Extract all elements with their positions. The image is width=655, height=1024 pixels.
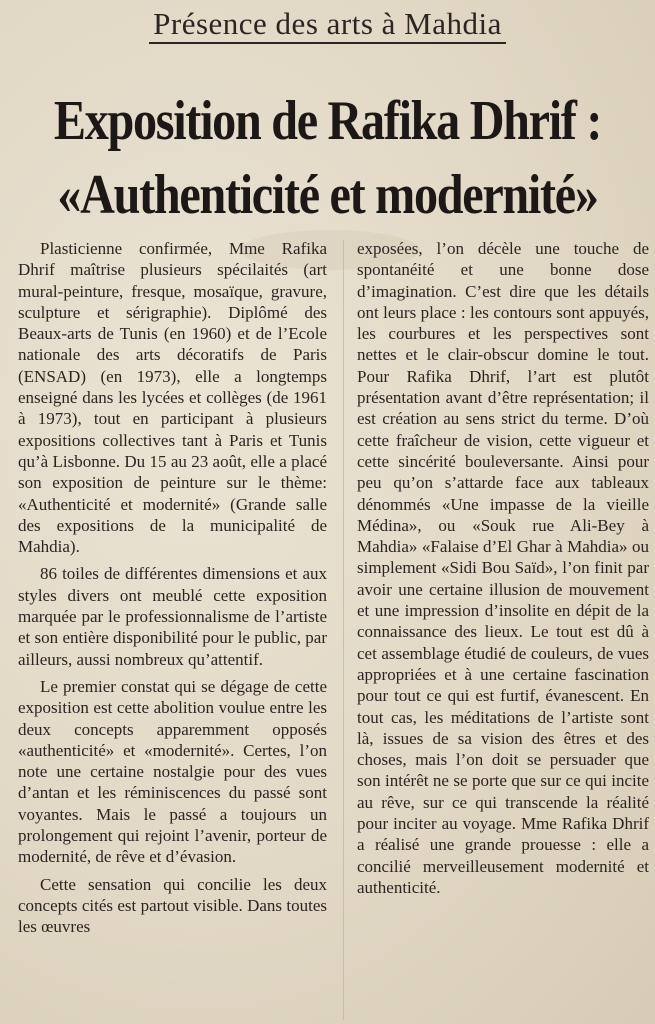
article-column-left bbox=[18, 238, 327, 944]
column-divider bbox=[343, 240, 344, 1020]
article-column-right bbox=[357, 238, 649, 904]
paragraph: Plasticienne confirmée, Mme Rafika Dhrif maîtrise plusieurs spécilaités (art mural-peinture, fresque, mosaïque, gravure, sculpture et sérigraphie). Diplômé des Beaux-arts de Tunis (en 1960) et de l’Ecole nationale des arts décoratifs de Paris (ENSAD) (en 1973), elle a longtemps enseigné dans les lycées et collèges (de 1961 à 1973), tout en participant à plusieurs expositions collectives tant à Paris et Tunis qu’à Lisbonne. Du 15 au 23 août, elle a placé son exposition de peinture sur le thème: «Authenticité et modernité» (Grande salle des expositions de la municipalité de Mahdia). bbox=[18, 239, 327, 557]
paragraph: exposées, l’on décèle une touche de spontanéité et une bonne dose d’imagination. C’est dire que les détails ont leurs place : les contours sont appuyés, les courbures et les perspectives sont nettes et le clair-obscur domine le tout. Pour Rafika Dhrif, l’art est plutôt présentation avant d’être représentation; il est création au sens strict du terme. D’où cette fraîcheur de vision, cette vigueur et cette sincérité bouleversante. Ainsi pour peu qu’on s’attarde face aux tableaux dénommés «Une impasse de la vieille Médina», ou «Souk rue Ali-Bey à Mahdia» «Falaise d’El Ghar à Mahdia» ou simplement «Sidi Bou Saïd», l’on finit par avoir une certaine illusion de mouvement et une impression d’insolite en dépit de la connaissance des lieux. Le tout est dû à cet assemblage étudié de couleurs, de vues appropriées et à une certaine fascination pour tout ce qui est furtif, évanescent. En tout cas, les méditations de l’artiste sont là, issues de sa vision des êtres et des choses, mais l’on doit se persuader que son intérêt ne se porte que sur ce qui incite au rêve, sur ce qui transcende la réalité pour inciter au voyage. Mme Rafika Dhrif a réalisé une grande prouesse : elle a concilié merveilleusement modernité et authenticité. bbox=[357, 239, 649, 897]
paragraph: Le premier constat qui se dégage de cette exposition est cette abolition voulue entre les deux concepts apparemment opposés «authenticité» et «modernité». Certes, l’on note une certaine nostalgie pour des vues d’antan et les réminiscences du passé sont voyantes. Mais le passé a toujours un prolongement qui rejoint l’avenir, porteur de modernité, de rêve et d’évasion. bbox=[18, 676, 327, 867]
paragraph: Cette sensation qui concilie les deux concepts cités est partout visible. Dans toutes les œuvres bbox=[18, 874, 327, 937]
paragraph: 86 toiles de différentes dimensions et aux styles divers ont meublé cette exposition marquée par le professionnalisme de l’artiste et son entière disponibilité pour le public, par ailleurs, aussi nombreux qu’attentif. bbox=[18, 564, 327, 669]
headline-line-2: «Authenticité et modernité» bbox=[57, 164, 598, 226]
article-headline bbox=[46, 84, 609, 232]
section-kicker bbox=[0, 6, 655, 42]
kicker-text: Présence des arts à Mahdia bbox=[149, 6, 506, 44]
headline-line-1: Exposition de Rafika Dhrif : bbox=[53, 90, 602, 152]
